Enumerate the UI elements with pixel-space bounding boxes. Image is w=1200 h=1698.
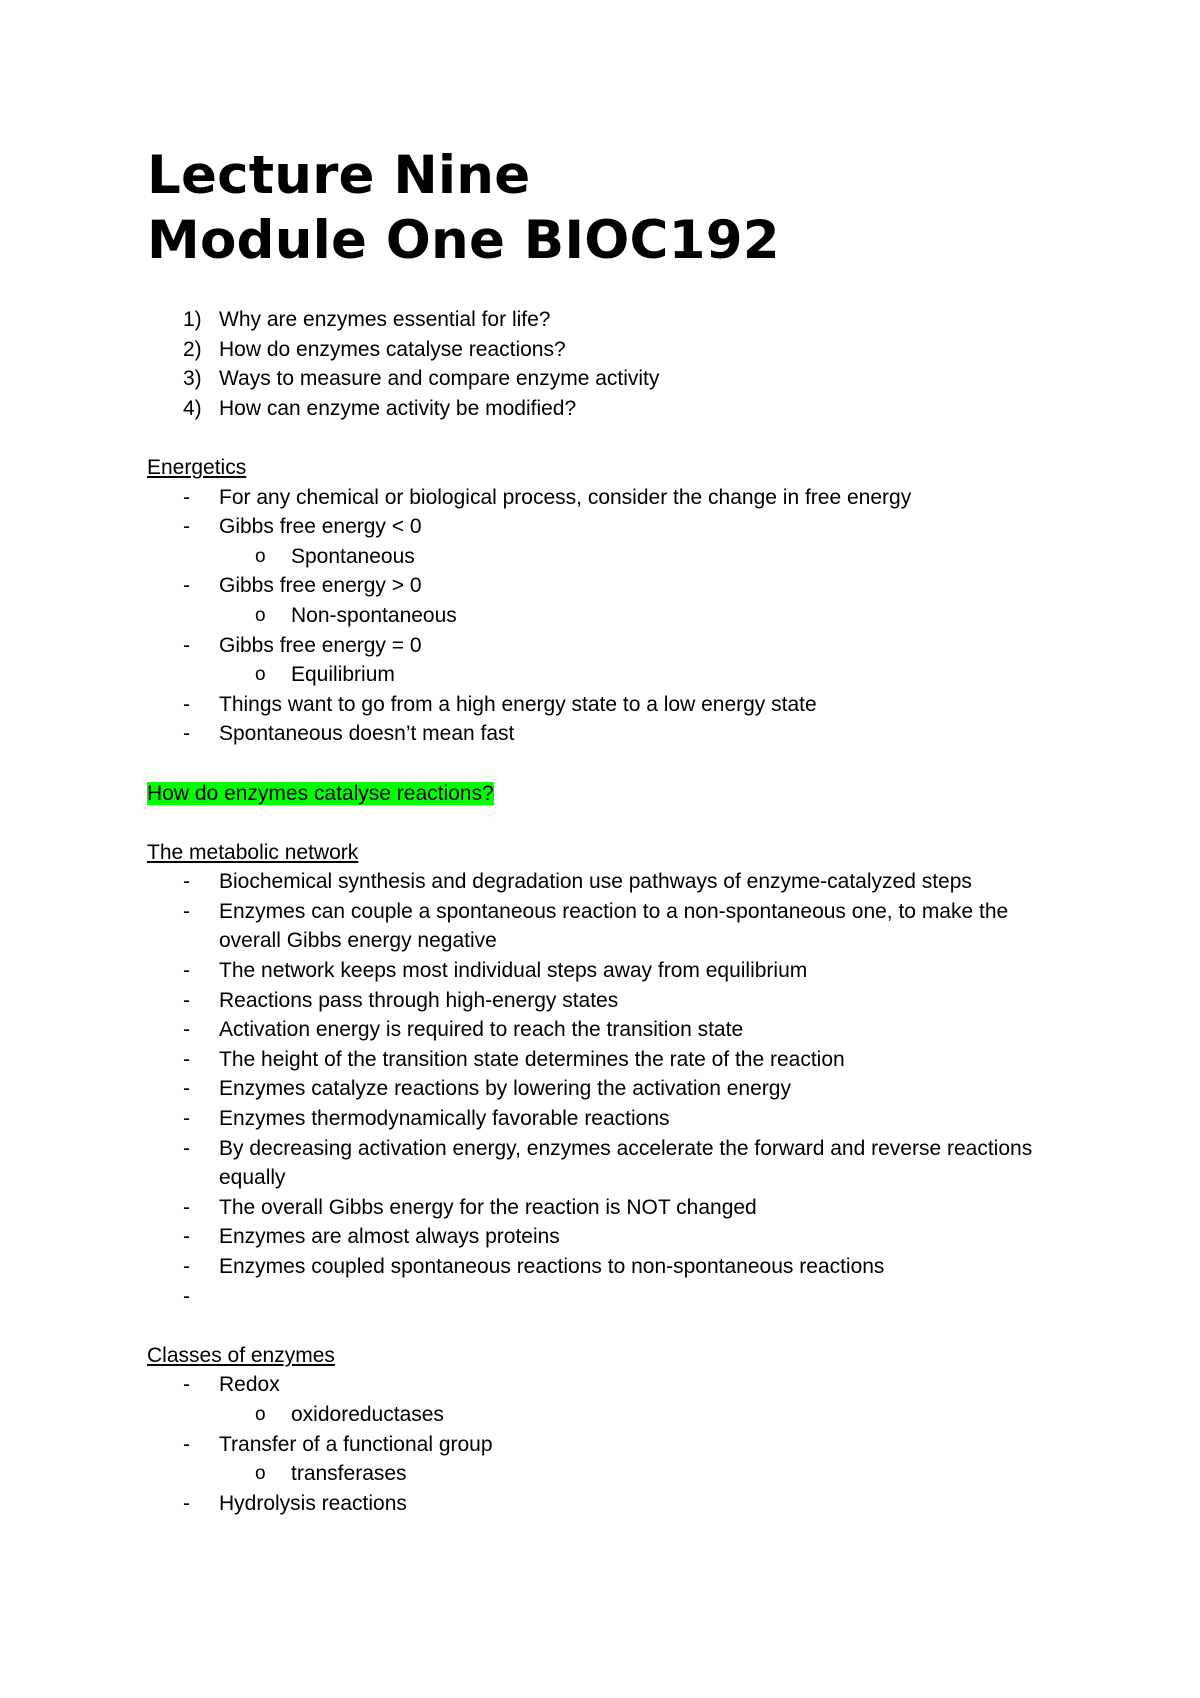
dash-marker: - <box>183 1195 190 1219</box>
list-item-text: Enzymes can couple a spontaneous reaction to a non-spontaneous one, to make the overall Gibbs energy negative <box>219 899 1009 953</box>
question-item <box>147 394 1067 424</box>
list-item <box>147 1015 1067 1045</box>
list-item <box>147 956 1067 986</box>
document-content <box>147 143 1067 1548</box>
sub-item-text: oxidoreductases <box>291 1402 444 1426</box>
list-item-text: Enzymes are almost always proteins <box>219 1225 560 1249</box>
list-item <box>147 867 1067 897</box>
question-number: 4) <box>183 396 202 420</box>
dash-marker: - <box>183 692 190 716</box>
circle-bullet-marker: o <box>255 1403 266 1425</box>
energetics-heading: Energetics <box>147 455 247 479</box>
question-number: 3) <box>183 367 202 391</box>
sub-item-text: Spontaneous <box>291 544 415 568</box>
classes-of-enzymes-heading: Classes of enzymes <box>147 1343 335 1367</box>
question-text: How can enzyme activity be modified? <box>219 396 577 420</box>
dash-marker: - <box>183 1432 190 1456</box>
list-item <box>147 1222 1067 1252</box>
dash-marker: - <box>183 633 190 657</box>
dash-marker: - <box>183 485 190 509</box>
question-item <box>147 335 1067 365</box>
question-text: Why are enzymes essential for life? <box>219 308 551 331</box>
list-item-text: Spontaneous doesn’t mean fast <box>219 722 515 746</box>
dash-marker: - <box>183 870 190 894</box>
dash-marker: - <box>183 1018 190 1042</box>
list-item-text: Hydrolysis reactions <box>219 1491 407 1515</box>
list-item <box>147 483 1067 513</box>
sub-list <box>219 1400 1067 1430</box>
list-item-text: Activation energy is required to reach the transition state <box>219 1018 744 1042</box>
sub-list-item <box>147 542 1067 572</box>
body-text <box>147 305 1067 1518</box>
dash-marker: - <box>183 574 190 598</box>
question-item <box>147 364 1067 394</box>
title-block <box>147 143 1067 273</box>
sub-list <box>219 601 1067 631</box>
questions-list <box>147 305 1067 423</box>
metabolic-network-list <box>147 867 1067 1311</box>
sub-list <box>219 542 1067 572</box>
dash-marker: - <box>183 1225 190 1249</box>
list-item <box>147 1252 1067 1282</box>
dash-marker: - <box>183 959 190 983</box>
dash-marker: - <box>183 899 190 923</box>
question-text: How do enzymes catalyse reactions? <box>219 337 566 361</box>
dash-marker: - <box>183 1047 190 1071</box>
sub-list-item <box>147 601 1067 631</box>
title-line-2: Module One BIOC192 <box>147 210 780 271</box>
question-text: Ways to measure and compare enzyme activity <box>219 367 660 391</box>
sub-list <box>219 1459 1067 1489</box>
list-item-text: Things want to go from a high energy state to a low energy state <box>219 692 817 716</box>
list-item <box>147 1370 1067 1429</box>
list-item-text: For any chemical or biological process, consider the change in free energy <box>219 485 912 509</box>
dash-marker: - <box>183 1284 190 1308</box>
metabolic-network-heading: The metabolic network <box>147 840 359 864</box>
list-item <box>147 719 1067 749</box>
circle-bullet-marker: o <box>255 1463 266 1485</box>
list-item-text: Biochemical synthesis and degradation use pathways of enzyme-catalyzed steps <box>219 870 972 894</box>
classes-of-enzymes-list <box>147 1370 1067 1518</box>
list-item-text: Gibbs free energy < 0 <box>219 515 422 539</box>
list-item <box>147 631 1067 690</box>
list-item-text: Gibbs free energy = 0 <box>219 633 422 657</box>
list-item <box>147 1430 1067 1489</box>
list-item-text: By decreasing activation energy, enzymes accelerate the forward and reverse reactions equally <box>219 1136 1033 1190</box>
list-item <box>147 1489 1067 1519</box>
dash-marker: - <box>183 988 190 1012</box>
dash-marker: - <box>183 722 190 746</box>
list-item <box>147 512 1067 571</box>
sub-list <box>219 660 1067 690</box>
list-item-text: Reactions pass through high-energy states <box>219 988 619 1012</box>
sub-list-item <box>147 1400 1067 1430</box>
dash-marker: - <box>183 1077 190 1101</box>
list-item <box>147 986 1067 1016</box>
dash-marker: - <box>183 1136 190 1160</box>
list-item-text: The overall Gibbs energy for the reaction is NOT changed <box>219 1195 757 1219</box>
title-line-1: Lecture Nine <box>147 145 531 206</box>
sub-item-text: Non-spontaneous <box>291 603 457 627</box>
list-item <box>147 1074 1067 1104</box>
question-number: 1) <box>183 308 202 331</box>
sub-list-item <box>147 1459 1067 1489</box>
circle-bullet-marker: o <box>255 664 266 686</box>
highlighted-heading-text: How do enzymes catalyse reactions? <box>147 781 494 805</box>
dash-marker: - <box>183 1107 190 1131</box>
list-item-text: Redox <box>219 1373 280 1397</box>
list-item-text: The height of the transition state determines the rate of the reaction <box>219 1047 845 1071</box>
list-item-text <box>219 1285 225 1308</box>
blank-line <box>147 808 1067 838</box>
list-item-text: Enzymes coupled spontaneous reactions to non-spontaneous reactions <box>219 1255 885 1278</box>
list-item-text: Enzymes thermodynamically favorable reactions <box>219 1107 670 1131</box>
energetics-list <box>147 483 1067 749</box>
list-item <box>147 571 1067 630</box>
list-item <box>147 1104 1067 1134</box>
dash-marker: - <box>183 515 190 539</box>
question-item <box>147 305 1067 335</box>
list-item-text: Gibbs free energy > 0 <box>219 574 422 598</box>
list-item <box>147 690 1067 720</box>
circle-bullet-marker: o <box>255 545 266 567</box>
list-item <box>147 897 1067 956</box>
circle-bullet-marker: o <box>255 604 266 626</box>
sub-list-item <box>147 660 1067 690</box>
dash-marker: - <box>183 1491 190 1515</box>
list-item-text: Enzymes catalyze reactions by lowering the activation energy <box>219 1077 791 1101</box>
list-item <box>147 1193 1067 1223</box>
list-item-text: Transfer of a functional group <box>219 1432 493 1456</box>
question-number: 2) <box>183 337 202 361</box>
list-item <box>147 1045 1067 1075</box>
list-item-text: The network keeps most individual steps away from equilibrium <box>219 959 808 983</box>
sub-item-text: Equilibrium <box>291 663 395 687</box>
list-item <box>147 1134 1067 1193</box>
dash-marker: - <box>183 1373 190 1397</box>
list-item-empty <box>147 1282 1067 1312</box>
sub-item-text: transferases <box>291 1462 407 1486</box>
highlighted-heading <box>147 779 1067 809</box>
dash-marker: - <box>183 1255 190 1278</box>
